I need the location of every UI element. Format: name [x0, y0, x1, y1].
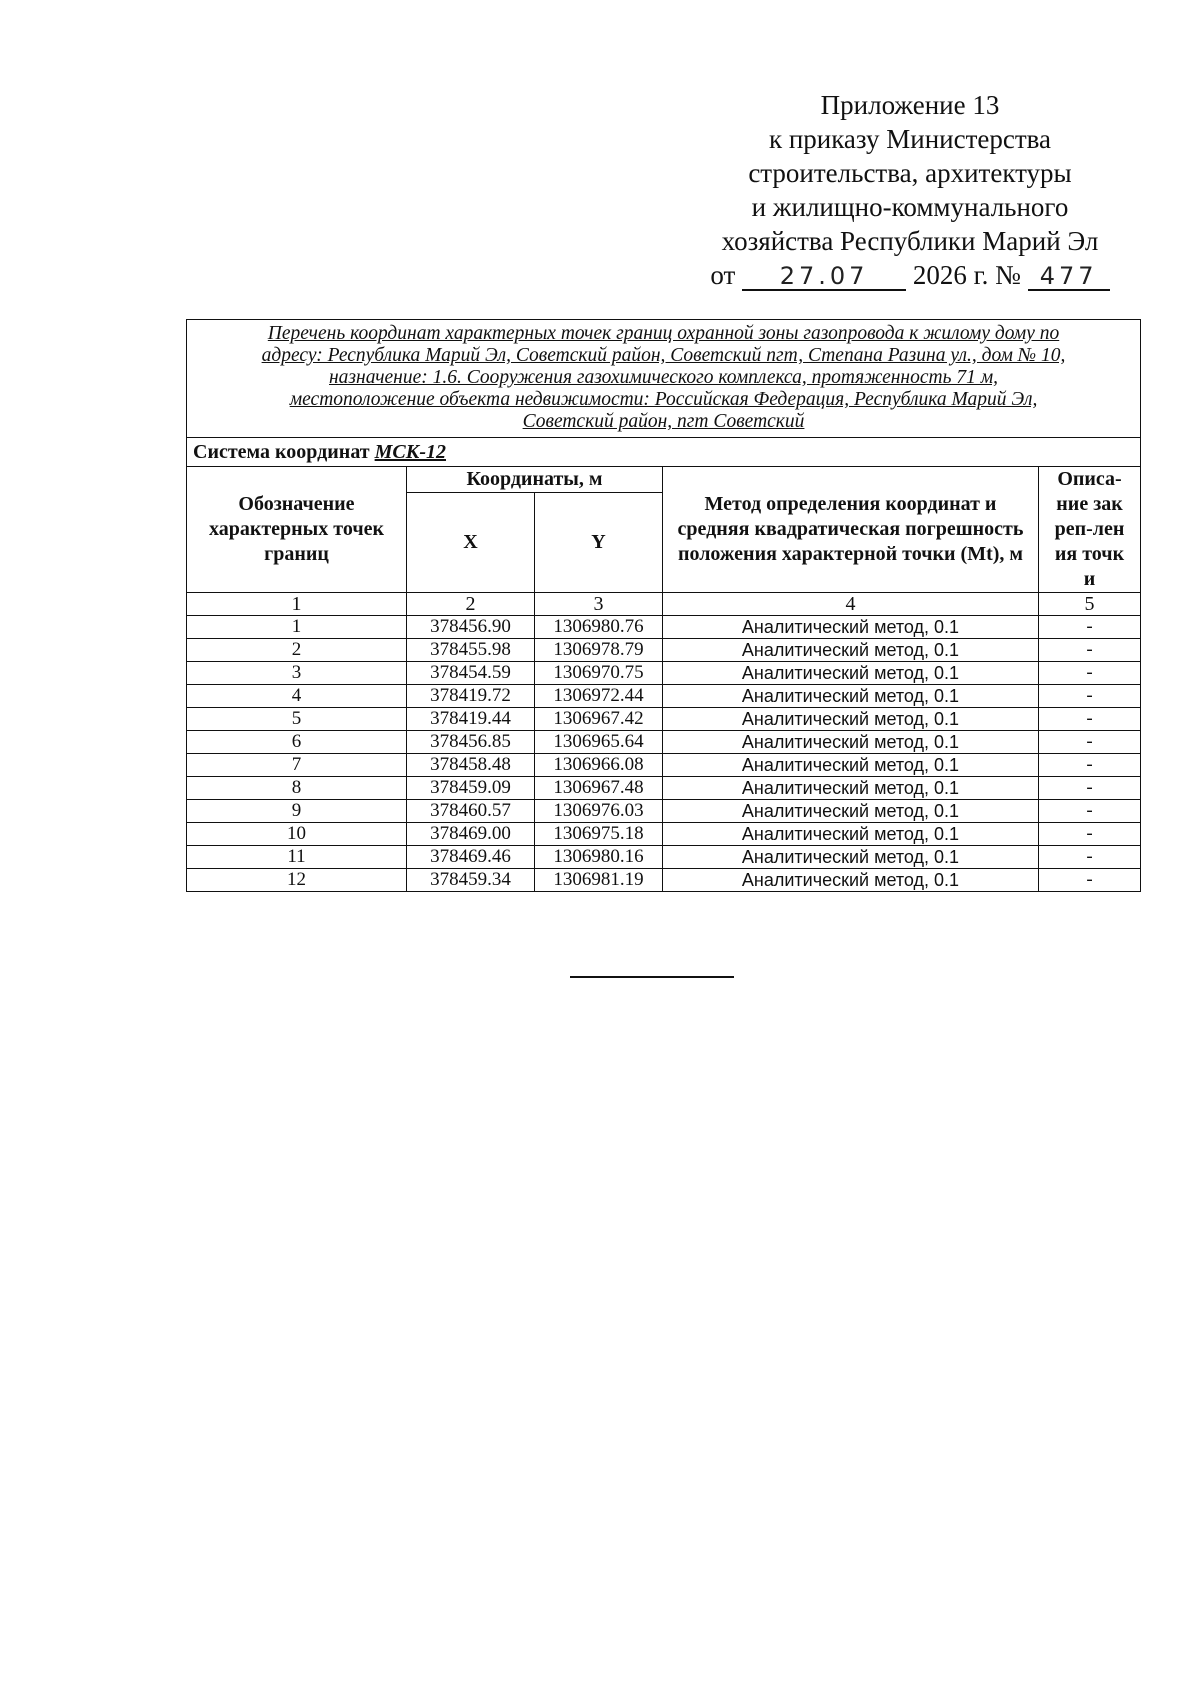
order-date-line	[680, 258, 1140, 292]
coordinate-system	[187, 438, 1141, 467]
table-body	[187, 616, 1141, 892]
title-line: Перечень координат характерных точек границ охранной зоны газопровода к жилому дому по	[267, 323, 1060, 344]
col-header-coordinates: Координаты, м	[407, 467, 663, 493]
title-line: Советский район, пгт Советский	[522, 411, 805, 432]
table-row	[187, 685, 1141, 708]
appendix-header	[680, 88, 1140, 292]
cell-description: -	[1039, 869, 1141, 892]
cell-description: -	[1039, 754, 1141, 777]
cell-x: 378469.46	[407, 846, 535, 869]
cell-description: -	[1039, 639, 1141, 662]
cell-x: 378419.44	[407, 708, 535, 731]
cell-point: 3	[187, 662, 407, 685]
cell-y: 1306980.76	[535, 616, 663, 639]
cell-point: 2	[187, 639, 407, 662]
col-header-y: Y	[535, 493, 663, 593]
cell-description: -	[1039, 662, 1141, 685]
cell-y: 1306967.48	[535, 777, 663, 800]
column-number: 1	[187, 593, 407, 616]
table-row	[187, 846, 1141, 869]
cell-point: 5	[187, 708, 407, 731]
cell-x: 378456.90	[407, 616, 535, 639]
table-row	[187, 731, 1141, 754]
cell-method: Аналитический метод, 0.1	[663, 754, 1039, 777]
title-line: местоположение объекта недвижимости: Российская Федерация, Республика Марий Эл,	[289, 389, 1038, 410]
cell-description: -	[1039, 800, 1141, 823]
cell-point: 6	[187, 731, 407, 754]
cell-method: Аналитический метод, 0.1	[663, 662, 1039, 685]
cell-description: -	[1039, 823, 1141, 846]
table-row	[187, 616, 1141, 639]
cell-method: Аналитический метод, 0.1	[663, 616, 1039, 639]
table-row	[187, 754, 1141, 777]
handwritten-date: 27.07	[742, 263, 906, 291]
cell-description: -	[1039, 731, 1141, 754]
cell-description: -	[1039, 846, 1141, 869]
cell-method: Аналитический метод, 0.1	[663, 846, 1039, 869]
title-line: назначение: 1.6. Сооружения газохимического комплекса, протяженность 71 м,	[329, 367, 999, 388]
cell-y: 1306970.75	[535, 662, 663, 685]
column-number: 5	[1039, 593, 1141, 616]
cell-x: 378469.00	[407, 823, 535, 846]
table-row	[187, 823, 1141, 846]
cell-point: 11	[187, 846, 407, 869]
cell-x: 378456.85	[407, 731, 535, 754]
cell-method: Аналитический метод, 0.1	[663, 731, 1039, 754]
col-header-designation: Обозначение характерных точек границ	[187, 467, 407, 593]
coordinates-table	[186, 319, 1141, 892]
table-row	[187, 639, 1141, 662]
cell-description: -	[1039, 685, 1141, 708]
cell-x: 378460.57	[407, 800, 535, 823]
column-number: 4	[663, 593, 1039, 616]
header-line: к приказу Министерства	[768, 124, 1052, 154]
year-text: 2026 г. №	[912, 260, 1021, 290]
table-row	[187, 777, 1141, 800]
coordinate-system-label: Система координат	[193, 440, 370, 463]
cell-point: 12	[187, 869, 407, 892]
cell-point: 1	[187, 616, 407, 639]
col-header-x: X	[407, 493, 535, 593]
header-line: хозяйства Республики Марий Эл	[721, 226, 1099, 256]
cell-y: 1306972.44	[535, 685, 663, 708]
cell-method: Аналитический метод, 0.1	[663, 800, 1039, 823]
cell-method: Аналитический метод, 0.1	[663, 777, 1039, 800]
col-header-method: Метод определения координат и средняя квадратическая погрешность положения характерной точки (Mt), м	[663, 467, 1039, 593]
cell-x: 378419.72	[407, 685, 535, 708]
cell-y: 1306965.64	[535, 731, 663, 754]
coordinate-system-value: МСК-12	[374, 440, 446, 463]
cell-y: 1306978.79	[535, 639, 663, 662]
cell-point: 10	[187, 823, 407, 846]
header-line: и жилищно-коммунального	[751, 192, 1069, 222]
cell-method: Аналитический метод, 0.1	[663, 708, 1039, 731]
title-line: адресу: Республика Марий Эл, Советский район, Советский пгт, Степана Разина ул., дом № 10,	[261, 345, 1066, 366]
cell-method: Аналитический метод, 0.1	[663, 639, 1039, 662]
description-header-text: Описа-ние закреп-ления точки	[1054, 468, 1125, 590]
date-prefix: от	[710, 260, 736, 290]
cell-description: -	[1039, 708, 1141, 731]
header-line: строительства, архитектуры	[748, 158, 1072, 188]
table-row	[187, 800, 1141, 823]
cell-point: 4	[187, 685, 407, 708]
cell-y: 1306967.42	[535, 708, 663, 731]
cell-method: Аналитический метод, 0.1	[663, 823, 1039, 846]
cell-point: 9	[187, 800, 407, 823]
cell-y: 1306975.18	[535, 823, 663, 846]
cell-x: 378459.34	[407, 869, 535, 892]
cell-x: 378455.98	[407, 639, 535, 662]
closing-rule	[570, 976, 734, 978]
cell-method: Аналитический метод, 0.1	[663, 685, 1039, 708]
col-header-description	[1039, 467, 1141, 593]
column-number: 3	[535, 593, 663, 616]
cell-y: 1306980.16	[535, 846, 663, 869]
cell-y: 1306966.08	[535, 754, 663, 777]
table-row	[187, 869, 1141, 892]
column-number: 2	[407, 593, 535, 616]
cell-x: 378458.48	[407, 754, 535, 777]
cell-method: Аналитический метод, 0.1	[663, 869, 1039, 892]
cell-x: 378454.59	[407, 662, 535, 685]
table-row	[187, 708, 1141, 731]
cell-y: 1306981.19	[535, 869, 663, 892]
cell-point: 7	[187, 754, 407, 777]
header-line: Приложение 13	[820, 90, 1000, 120]
cell-description: -	[1039, 616, 1141, 639]
cell-point: 8	[187, 777, 407, 800]
cell-y: 1306976.03	[535, 800, 663, 823]
handwritten-order-number: 477	[1028, 263, 1110, 291]
cell-x: 378459.09	[407, 777, 535, 800]
table-row	[187, 662, 1141, 685]
column-number-row	[187, 593, 1141, 616]
cell-description: -	[1039, 777, 1141, 800]
table-title	[187, 320, 1141, 438]
